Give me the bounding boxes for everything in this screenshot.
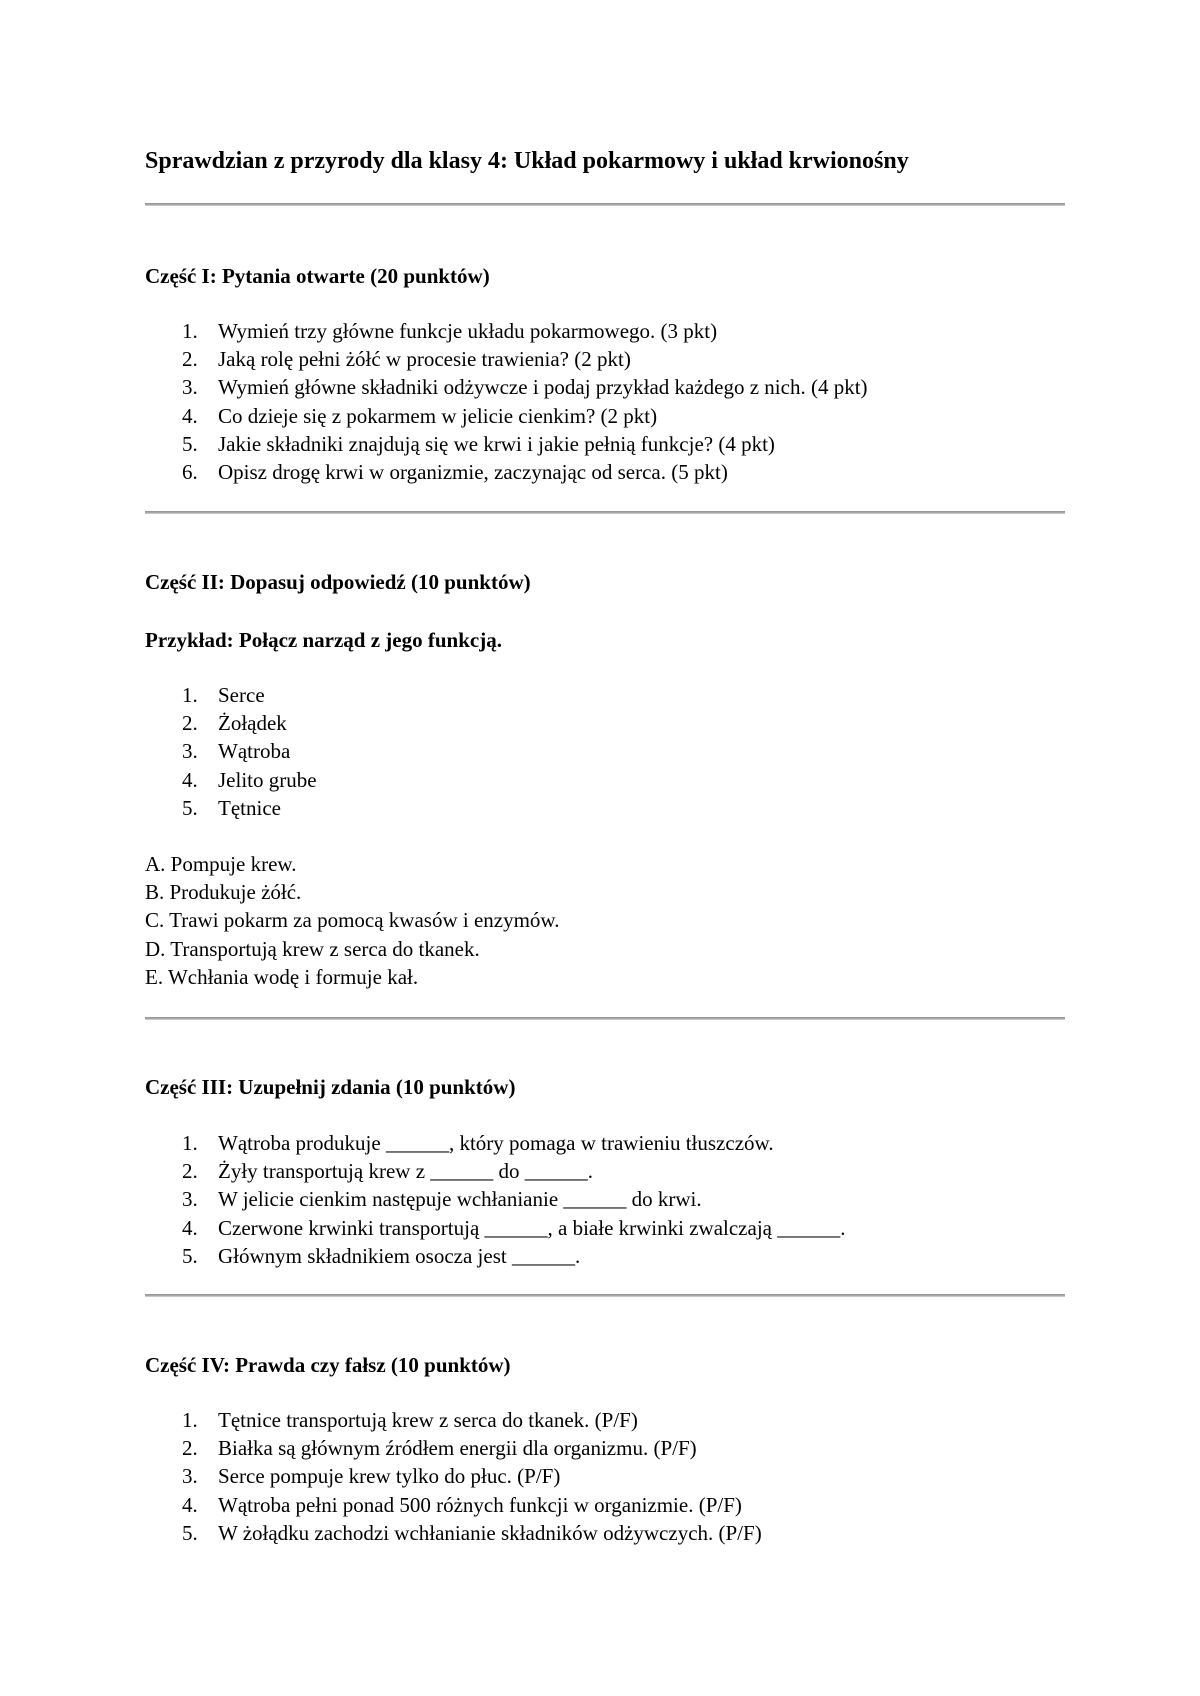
list-item <box>145 766 317 794</box>
part4-list <box>145 1406 762 1547</box>
item-text: W jelicie cienkim następuje wchłanianie ______ do krwi. <box>218 1187 702 1212</box>
item-number: 5. <box>182 1520 198 1545</box>
item-text: Głównym składnikiem osocza jest ______. <box>218 1243 581 1268</box>
part1-heading: Część I: Pytania otwarte (20 punktów) <box>145 264 490 288</box>
item-text: Wątroba <box>218 739 291 764</box>
item-text: Białka są głównym źródłem energii dla organizmu. (P/F) <box>218 1436 697 1461</box>
divider <box>145 1294 1065 1297</box>
list-item <box>145 709 317 737</box>
list-item <box>145 430 868 458</box>
item-text: Czerwone krwinki transportują ______, a białe krwinki zwalczają ______. <box>218 1215 846 1240</box>
item-number: 1. <box>182 683 198 707</box>
list-item <box>145 402 868 430</box>
part2-organ-list <box>145 681 317 822</box>
list-item <box>145 1242 845 1270</box>
item-number: 3. <box>182 1464 198 1489</box>
item-number: 3. <box>182 1187 198 1212</box>
item-number: 3. <box>182 739 198 764</box>
item-number: 5. <box>182 431 198 456</box>
divider <box>145 511 1065 514</box>
answer-option: D. Transportują krew z serca do tkanek. <box>145 936 480 961</box>
answer-option: B. Produkuje żółć. <box>145 880 302 905</box>
item-number: 5. <box>182 795 198 820</box>
item-number: 4. <box>182 1215 198 1240</box>
list-item <box>145 1462 762 1490</box>
part2-example: Przykład: Połącz narząd z jego funkcją. <box>145 628 502 652</box>
item-number: 3. <box>182 375 198 400</box>
item-text: Co dzieje się z pokarmem w jelicie cienkim? (2 pkt) <box>218 403 658 428</box>
answer-option: E. Wchłania wodę i formuje kał. <box>145 964 419 989</box>
item-text: Żołądek <box>218 711 287 736</box>
divider <box>145 203 1065 206</box>
divider <box>145 1017 1065 1020</box>
item-text: Wątroba produkuje ______, który pomaga w trawieniu tłuszczów. <box>218 1131 774 1155</box>
item-number: 1. <box>182 1131 198 1155</box>
list-item <box>145 737 317 765</box>
item-number: 2. <box>182 347 198 372</box>
part2-answer-list <box>145 850 559 991</box>
list-item <box>145 1519 762 1547</box>
list-item <box>145 317 868 345</box>
item-text: Jakie składniki znajdują się we krwi i jakie pełnią funkcje? (4 pkt) <box>218 431 775 456</box>
list-item <box>145 458 868 486</box>
item-text: Tętnice <box>218 795 281 820</box>
answer-option: C. Trawi pokarm za pomocą kwasów i enzymów. <box>145 908 560 933</box>
list-item <box>145 1434 762 1462</box>
item-text: W żołądku zachodzi wchłanianie składników odżywczych. (P/F) <box>218 1520 762 1545</box>
list-item <box>145 345 868 373</box>
item-number: 5. <box>182 1243 198 1268</box>
item-number: 2. <box>182 1159 198 1184</box>
item-number: 6. <box>182 460 198 485</box>
list-item <box>145 681 317 709</box>
item-text: Tętnice transportują krew z serca do tkanek. (P/F) <box>218 1408 638 1432</box>
item-text: Opisz drogę krwi w organizmie, zaczynając od serca. (5 pkt) <box>218 460 728 485</box>
list-item <box>145 794 317 822</box>
item-text: Żyły transportują krew z ______ do ______. <box>218 1159 594 1184</box>
document-title: Sprawdzian z przyrody dla klasy 4: Układ pokarmowy i układ krwionośny <box>145 148 909 174</box>
list-item <box>145 1157 845 1185</box>
list-item <box>145 1491 762 1519</box>
item-text: Wątroba pełni ponad 500 różnych funkcji w organizmie. (P/F) <box>218 1492 742 1517</box>
part3-heading: Część III: Uzupełnij zdania (10 punktów) <box>145 1075 516 1099</box>
answer-option: A. Pompuje krew. <box>145 852 297 876</box>
item-text: Jelito grube <box>218 767 317 792</box>
list-item <box>145 1185 845 1213</box>
item-text: Wymień trzy główne funkcje układu pokarmowego. (3 pkt) <box>218 319 718 343</box>
part2-heading: Część II: Dopasuj odpowiedź (10 punktów) <box>145 570 531 594</box>
item-text: Wymień główne składniki odżywcze i podaj przykład każdego z nich. (4 pkt) <box>218 375 868 400</box>
list-item <box>145 1406 762 1434</box>
item-number: 2. <box>182 711 198 736</box>
item-number: 4. <box>182 403 198 428</box>
list-item <box>145 373 868 401</box>
item-number: 2. <box>182 1436 198 1461</box>
item-number: 1. <box>182 1408 198 1432</box>
item-text: Serce pompuje krew tylko do płuc. (P/F) <box>218 1464 561 1489</box>
item-text: Serce <box>218 683 265 707</box>
item-text: Jaką rolę pełni żółć w procesie trawienia? (2 pkt) <box>218 347 631 372</box>
list-item <box>145 1129 845 1157</box>
item-number: 4. <box>182 1492 198 1517</box>
item-number: 4. <box>182 767 198 792</box>
list-item <box>145 1214 845 1242</box>
part3-list <box>145 1129 845 1270</box>
part1-list <box>145 317 868 486</box>
item-number: 1. <box>182 319 198 343</box>
part4-heading: Część IV: Prawda czy fałsz (10 punktów) <box>145 1353 511 1377</box>
